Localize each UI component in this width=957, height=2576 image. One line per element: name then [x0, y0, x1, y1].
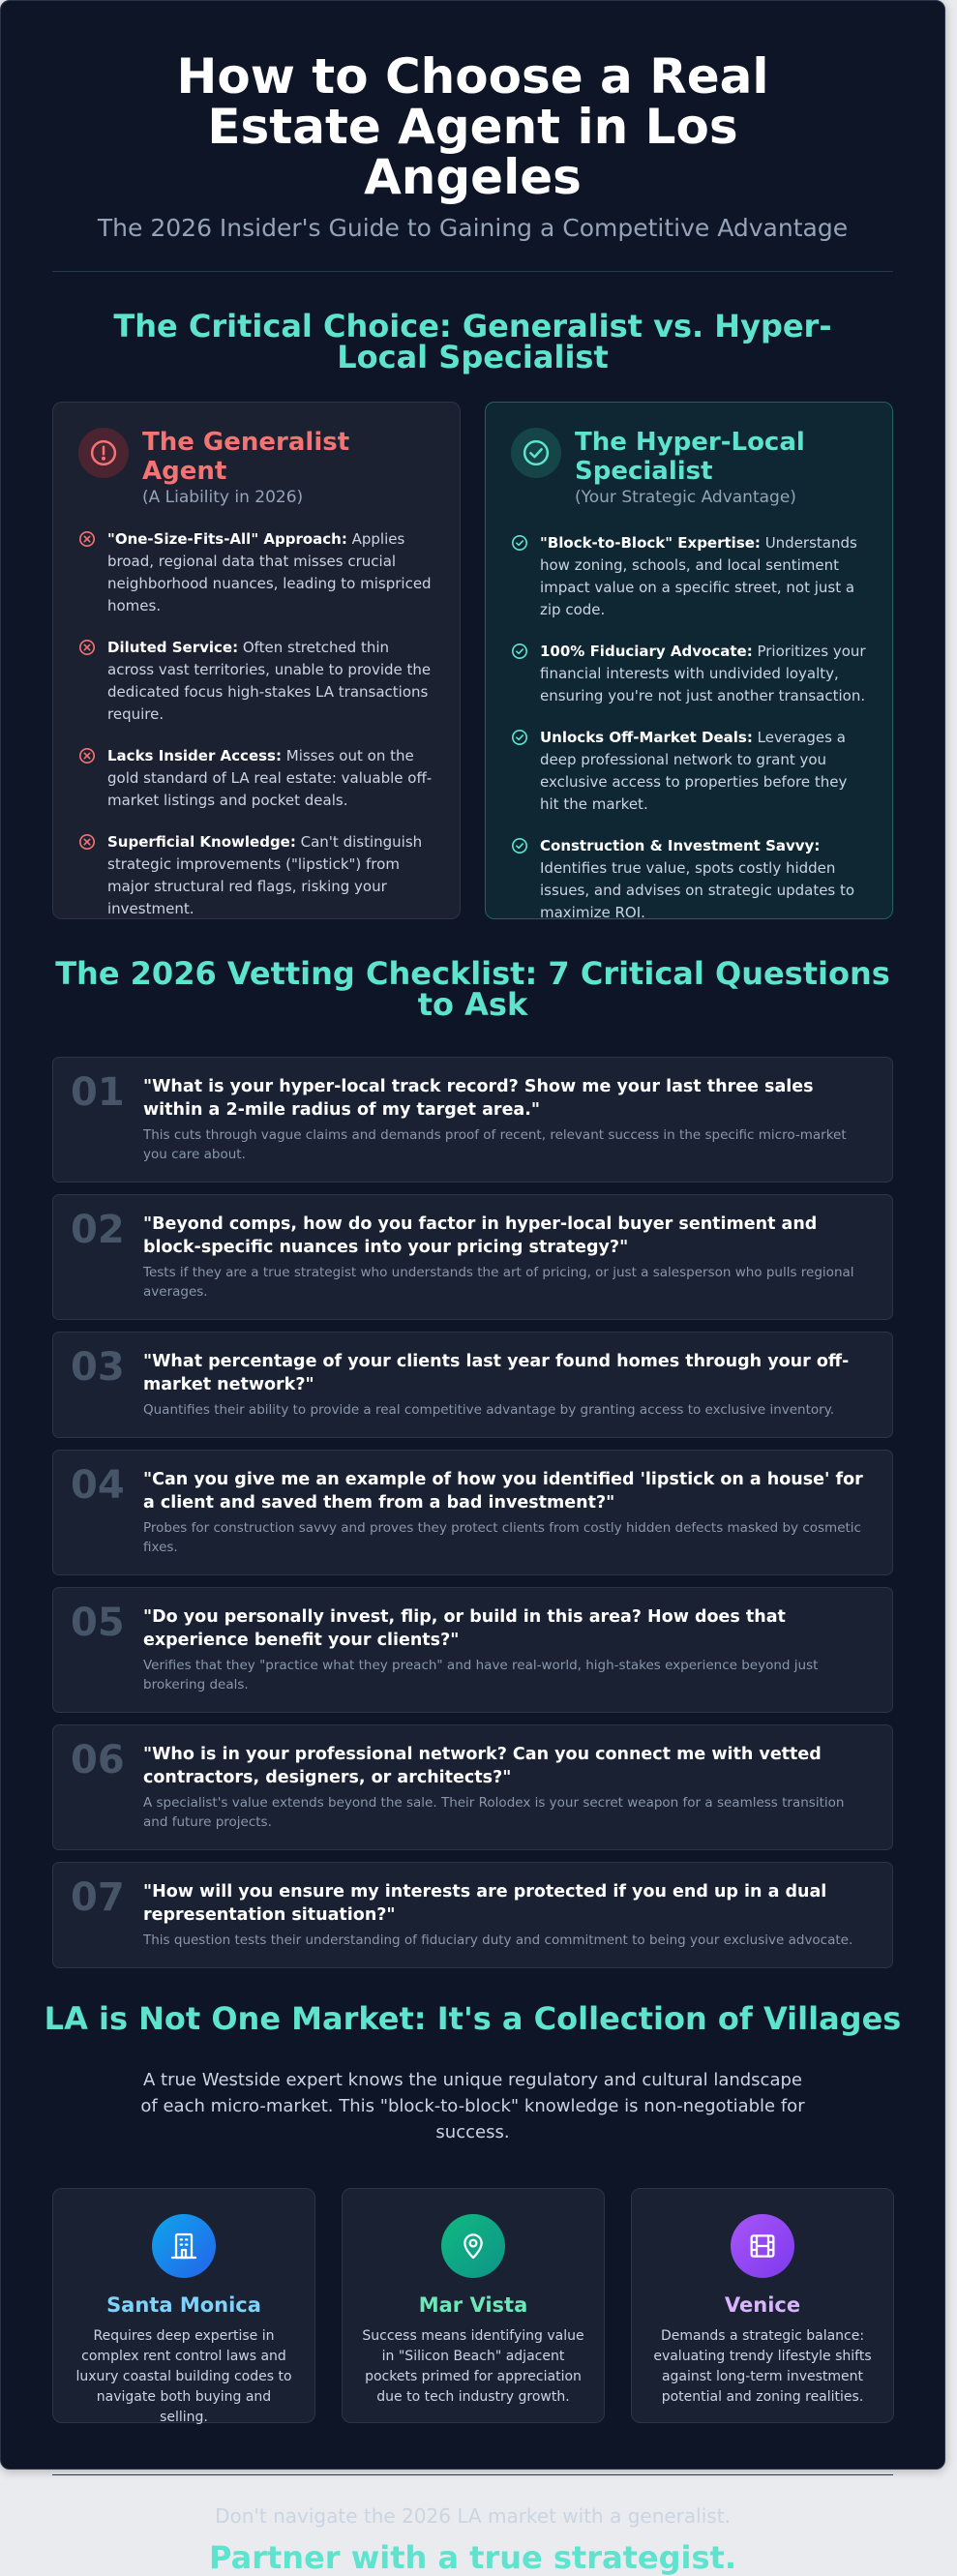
footer-divider	[52, 2474, 893, 2475]
village-description: Success means identifying value in "Silicon Beach" adjacent pockets primed for appreciation due to tech industry growth.	[362, 2328, 584, 2405]
question-text: "How will you ensure my interests are protected if you end up in a dual representation situation?"	[143, 1882, 827, 1925]
page-title: How to Choose a Real Estate Agent in Los Angeles	[176, 48, 769, 205]
list-item-label: Superficial Knowledge:	[107, 833, 296, 851]
village-description: Requires deep expertise in complex rent control laws and luxury coastal building codes to navigate both buying and selling.	[75, 2328, 292, 2425]
list-item	[511, 727, 869, 816]
question-text: "Beyond comps, how do you factor in hyper-local buyer sentiment and block-specific nuances into your pricing strategy?"	[143, 1214, 818, 1257]
list-item-label: "One-Size-Fits-All" Approach:	[107, 530, 347, 548]
question-description: Probes for construction savvy and proves they protect clients from costly hidden defects masked by cosmetic fixes.	[143, 1520, 861, 1555]
list-item-body: Identifies true value, spots costly hidden issues, and advises on strategic updates to maximize ROI.	[540, 859, 855, 921]
building-icon	[152, 2214, 216, 2278]
check-circle-icon	[511, 643, 528, 660]
list-item-text	[107, 831, 436, 920]
village-card-mar-vista	[342, 2188, 605, 2423]
footer-cta: Partner with a true strategist.	[209, 2539, 736, 2576]
map-pin-icon	[441, 2214, 505, 2278]
checklist-questions	[1, 1057, 944, 1968]
village-card-venice	[631, 2188, 894, 2423]
village-name: Venice	[724, 2293, 801, 2317]
question-number: 06	[71, 1738, 125, 1782]
villages-section-title: LA is Not One Market: It's a Collection of Villages	[44, 2000, 902, 2037]
list-item-body: Can't distinguish strategic improvements ("lipstick") from major structural red flags, risking your investment.	[107, 833, 423, 917]
question-number: 07	[71, 1875, 125, 1920]
question-number: 04	[71, 1463, 125, 1508]
list-item-text	[540, 835, 869, 924]
list-item-body: Leverages a deep professional network to grant you exclusive access to properties before they hit the market.	[540, 729, 848, 813]
generalist-title: The Generalist Agent	[142, 428, 350, 486]
list-item-text	[107, 745, 436, 812]
list-item-body: Understands how zoning, schools, and local sentiment impact value on a specific street, not just a zip code.	[540, 534, 857, 618]
header-divider	[52, 271, 893, 272]
village-name: Mar Vista	[418, 2293, 528, 2317]
list-item	[511, 835, 869, 924]
question-text: "Do you personally invest, flip, or build in this area? How does that experience benefit your clients?"	[143, 1607, 786, 1650]
check-circle-icon	[511, 534, 528, 552]
list-item-label: "Block-to-Block" Expertise:	[540, 534, 761, 552]
specialist-card	[485, 402, 893, 919]
question-card	[52, 1332, 893, 1438]
list-item-text	[107, 528, 436, 617]
list-item	[78, 831, 436, 920]
question-description: Tests if they are a true strategist who understands the art of pricing, or just a salesperson who pulls regional averages.	[143, 1265, 854, 1300]
question-description: This cuts through vague claims and demands proof of recent, relevant success in the specific micro-market you care about.	[143, 1127, 847, 1162]
film-icon	[731, 2214, 794, 2278]
list-item	[78, 528, 436, 617]
question-card	[52, 1587, 893, 1713]
question-number: 03	[71, 1345, 125, 1390]
village-description: Demands a strategic balance: evaluating trendy lifestyle shifts against long-term investment potential and zoning realities.	[653, 2328, 872, 2405]
checklist-section-title: The 2026 Vetting Checklist: 7 Critical Questions to Ask	[55, 955, 890, 1023]
x-circle-icon	[78, 639, 96, 656]
check-circle-icon	[511, 428, 561, 478]
question-card	[52, 1450, 893, 1575]
list-item-label: Construction & Investment Savvy:	[540, 837, 821, 854]
question-number: 02	[71, 1208, 125, 1252]
question-number: 01	[71, 1070, 125, 1115]
question-description: Quantifies their ability to provide a real competitive advantage by granting access to exclusive inventory.	[143, 1402, 835, 1418]
x-circle-icon	[78, 530, 96, 548]
list-item-label: Unlocks Off-Market Deals:	[540, 729, 753, 746]
alert-circle-icon	[78, 428, 129, 478]
x-circle-icon	[78, 747, 96, 764]
generalist-card-header	[78, 428, 436, 507]
village-card-santa-monica	[52, 2188, 315, 2423]
list-item-text	[540, 727, 869, 816]
generalist-subtitle: (A Liability in 2026)	[142, 488, 304, 507]
page-footer	[1, 2504, 944, 2576]
question-card	[52, 1724, 893, 1850]
question-description: Verifies that they "practice what they preach" and have real-world, high-stakes experience beyond just brokering deals.	[143, 1658, 819, 1692]
question-text: "Can you give me an example of how you identified 'lipstick on a house' for a client and saved them from a bad investment?"	[143, 1470, 863, 1513]
list-item-text	[540, 532, 869, 621]
specialist-subtitle: (Your Strategic Advantage)	[575, 488, 796, 507]
list-item-label: Lacks Insider Access:	[107, 747, 282, 764]
generalist-card	[52, 402, 461, 919]
question-card	[52, 1057, 893, 1183]
list-item-text	[107, 637, 436, 726]
specialist-card-header	[511, 428, 869, 507]
page-subtitle: The 2026 Insider's Guide to Gaining a Competitive Advantage	[97, 214, 849, 242]
list-item-label: 100% Fiduciary Advocate:	[540, 643, 753, 660]
comparison-section	[1, 402, 944, 919]
list-item	[511, 532, 869, 621]
question-description: A specialist's value extends beyond the sale. Their Rolodex is your secret weapon for a seamless transition and future projects.	[143, 1795, 845, 1830]
specialist-title: The Hyper-Local Specialist	[575, 428, 805, 486]
villages-section	[1, 2188, 944, 2423]
question-text: "Who is in your professional network? Can you connect me with vetted contractors, designers, or architects?"	[143, 1745, 822, 1787]
x-circle-icon	[78, 833, 96, 851]
footer-line: Don't navigate the 2026 LA market with a generalist.	[215, 2504, 731, 2528]
question-card	[52, 1862, 893, 1968]
question-card	[52, 1194, 893, 1320]
question-number: 05	[71, 1601, 125, 1645]
specialist-list	[511, 532, 869, 924]
list-item	[511, 641, 869, 707]
list-item-body: Misses out on the gold standard of LA real estate: valuable off-market listings and pocket deals.	[107, 747, 433, 809]
comparison-section-title: The Critical Choice: Generalist vs. Hyper-Local Specialist	[113, 308, 832, 375]
village-name: Santa Monica	[106, 2293, 261, 2317]
generalist-list	[78, 528, 436, 920]
list-item	[78, 637, 436, 726]
question-text: "What is your hyper-local track record? Show me your last three sales within a 2-mile radius of my target area."	[143, 1077, 814, 1120]
list-item-body: Often stretched thin across vast territories, unable to provide the dedicated focus high-stakes LA transactions require.	[107, 639, 432, 723]
list-item	[78, 745, 436, 812]
check-circle-icon	[511, 837, 528, 854]
page-header	[1, 1, 944, 242]
question-text: "What percentage of your clients last year found homes through your off-market network?"	[143, 1352, 850, 1394]
check-circle-icon	[511, 729, 528, 746]
list-item-label: Diluted Service:	[107, 639, 239, 656]
villages-intro: A true Westside expert knows the unique regulatory and cultural landscape of each micro-market. This "block-to-block" knowledge is non-negotiable for success.	[140, 2070, 805, 2142]
question-description: This question tests their understanding of fiduciary duty and commitment to being your exclusive advocate.	[143, 1932, 853, 1948]
list-item-text	[540, 641, 869, 707]
list-item-body: Applies broad, regional data that misses crucial neighborhood nuances, leading to mispriced homes.	[107, 530, 432, 614]
list-item-body: Prioritizes your financial interests with undivided loyalty, ensuring you're not just another transaction.	[540, 643, 866, 704]
